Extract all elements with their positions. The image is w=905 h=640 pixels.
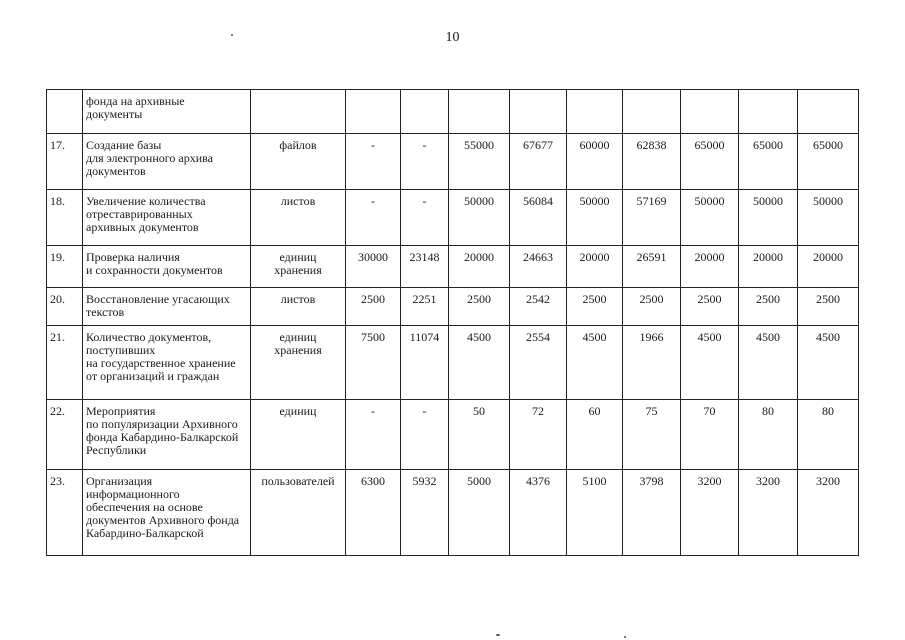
value-cell <box>681 90 739 134</box>
value-cell: 4500 <box>681 326 739 400</box>
indicator-name-line: фонда на архивные <box>86 94 185 108</box>
value-cell: 50000 <box>739 190 798 246</box>
indicator-name-line: для электронного архива <box>86 151 213 165</box>
indicator-name <box>83 326 251 400</box>
value-cell: 20000 <box>739 246 798 288</box>
value-cell: 50000 <box>681 190 739 246</box>
indicator-name-line: фонда Кабардино-Балкарской <box>86 430 239 444</box>
indicator-name <box>83 246 251 288</box>
value-cell: 3798 <box>623 470 681 556</box>
value-cell: 2542 <box>510 288 567 326</box>
value-cell: 3200 <box>798 470 859 556</box>
indicator-name-line: Увеличение количества <box>86 194 206 208</box>
value-cell: 50000 <box>449 190 510 246</box>
row-number: 19. <box>47 246 83 288</box>
indicator-name-line: Организация <box>86 474 153 488</box>
indicator-name-line: на государственное хранение <box>86 356 236 370</box>
unit-line: файлов <box>279 138 317 152</box>
indicator-name-line: от организаций и граждан <box>86 369 220 383</box>
value-cell: 2554 <box>510 326 567 400</box>
value-cell: 72 <box>510 400 567 470</box>
unit-of-measure <box>251 288 346 326</box>
indicator-name-line: документов <box>86 164 146 178</box>
unit-of-measure <box>251 326 346 400</box>
value-cell <box>449 90 510 134</box>
value-cell: 4500 <box>739 326 798 400</box>
value-cell: 4500 <box>798 326 859 400</box>
indicator-name-line: поступивших <box>86 343 156 357</box>
indicator-name <box>83 134 251 190</box>
value-cell: 5000 <box>449 470 510 556</box>
unit-line: единиц <box>279 404 317 418</box>
value-cell: - <box>401 400 449 470</box>
indicator-name-line: по популяризации Архивного <box>86 417 238 431</box>
indicator-name-line: Создание базы <box>86 138 162 152</box>
value-cell: 75 <box>623 400 681 470</box>
indicator-name-line: Мероприятия <box>86 404 156 418</box>
value-cell: 3200 <box>681 470 739 556</box>
unit-line: хранения <box>274 263 322 277</box>
unit-of-measure <box>251 400 346 470</box>
value-cell: 30000 <box>346 246 401 288</box>
scan-speck <box>496 634 500 636</box>
indicator-name-line: Проверка наличия <box>86 250 180 264</box>
row-number: 22. <box>47 400 83 470</box>
value-cell: 2500 <box>739 288 798 326</box>
value-cell: 4376 <box>510 470 567 556</box>
value-cell: 6300 <box>346 470 401 556</box>
row-number: 23. <box>47 470 83 556</box>
value-cell: 50000 <box>798 190 859 246</box>
unit-of-measure <box>251 246 346 288</box>
value-cell: 57169 <box>623 190 681 246</box>
value-cell: 65000 <box>681 134 739 190</box>
indicator-name-line: и сохранности документов <box>86 263 223 277</box>
row-number: 17. <box>47 134 83 190</box>
value-cell: 20000 <box>567 246 623 288</box>
table-row <box>47 470 859 556</box>
indicator-name <box>83 90 251 134</box>
value-cell: 60000 <box>567 134 623 190</box>
value-cell <box>739 90 798 134</box>
value-cell <box>567 90 623 134</box>
row-number <box>47 90 83 134</box>
unit-line: единиц <box>279 330 317 344</box>
indicator-name-line: обеспечения на основе <box>86 500 203 514</box>
value-cell: 67677 <box>510 134 567 190</box>
value-cell: 24663 <box>510 246 567 288</box>
value-cell: 5932 <box>401 470 449 556</box>
indicator-name <box>83 470 251 556</box>
value-cell: 62838 <box>623 134 681 190</box>
value-cell <box>401 90 449 134</box>
table-row <box>47 190 859 246</box>
unit-of-measure <box>251 190 346 246</box>
value-cell <box>346 90 401 134</box>
indicator-name-line: информационного <box>86 487 180 501</box>
value-cell: 70 <box>681 400 739 470</box>
row-number: 21. <box>47 326 83 400</box>
table-row <box>47 90 859 134</box>
unit-of-measure <box>251 134 346 190</box>
value-cell <box>510 90 567 134</box>
archive-indicators-table <box>46 89 859 556</box>
value-cell: 1966 <box>623 326 681 400</box>
indicator-name-line: Количество документов, <box>86 330 212 344</box>
indicator-name-line: документов Архивного фонда <box>86 513 240 527</box>
value-cell: - <box>346 190 401 246</box>
unit-of-measure <box>251 90 346 134</box>
value-cell: 2500 <box>623 288 681 326</box>
indicator-name-line: текстов <box>86 305 125 319</box>
value-cell: 65000 <box>798 134 859 190</box>
value-cell: - <box>346 134 401 190</box>
unit-line: листов <box>280 292 316 306</box>
table-row <box>47 246 859 288</box>
unit-line: хранения <box>274 343 322 357</box>
table-row <box>47 400 859 470</box>
table-row <box>47 134 859 190</box>
value-cell: 50000 <box>567 190 623 246</box>
page-number: 10 <box>445 30 460 45</box>
unit-line: пользователей <box>261 474 335 488</box>
value-cell: 80 <box>798 400 859 470</box>
value-cell: 20000 <box>681 246 739 288</box>
scan-speck <box>624 636 626 638</box>
value-cell: 7500 <box>346 326 401 400</box>
table-body <box>47 90 859 556</box>
value-cell: 5100 <box>567 470 623 556</box>
value-cell: 65000 <box>739 134 798 190</box>
table-row <box>47 288 859 326</box>
indicator-name <box>83 288 251 326</box>
indicator-name-line: Восстановление угасающих <box>86 292 230 306</box>
value-cell: - <box>401 134 449 190</box>
value-cell: 11074 <box>401 326 449 400</box>
value-cell: 50 <box>449 400 510 470</box>
row-number: 20. <box>47 288 83 326</box>
indicator-name-line: Республики <box>86 443 147 457</box>
indicator-name-line: документы <box>86 107 143 121</box>
scan-speck <box>231 34 233 36</box>
table-row <box>47 326 859 400</box>
indicator-name-line: отреставрированных <box>86 207 193 221</box>
value-cell: 2251 <box>401 288 449 326</box>
value-cell: 2500 <box>681 288 739 326</box>
unit-of-measure <box>251 470 346 556</box>
value-cell: 60 <box>567 400 623 470</box>
value-cell: 4500 <box>449 326 510 400</box>
unit-line: единиц <box>279 250 317 264</box>
value-cell: 80 <box>739 400 798 470</box>
value-cell: 26591 <box>623 246 681 288</box>
value-cell: - <box>401 190 449 246</box>
value-cell: 2500 <box>798 288 859 326</box>
row-number: 18. <box>47 190 83 246</box>
value-cell: 2500 <box>567 288 623 326</box>
value-cell: 23148 <box>401 246 449 288</box>
value-cell <box>623 90 681 134</box>
value-cell: 20000 <box>798 246 859 288</box>
value-cell: - <box>346 400 401 470</box>
value-cell: 20000 <box>449 246 510 288</box>
value-cell: 56084 <box>510 190 567 246</box>
value-cell: 55000 <box>449 134 510 190</box>
value-cell: 4500 <box>567 326 623 400</box>
unit-line: листов <box>280 194 316 208</box>
indicator-name <box>83 190 251 246</box>
indicator-name-line: Кабардино-Балкарской <box>86 526 204 540</box>
value-cell: 3200 <box>739 470 798 556</box>
indicator-name-line: архивных документов <box>86 220 199 234</box>
value-cell: 2500 <box>449 288 510 326</box>
value-cell <box>798 90 859 134</box>
value-cell: 2500 <box>346 288 401 326</box>
indicator-name <box>83 400 251 470</box>
